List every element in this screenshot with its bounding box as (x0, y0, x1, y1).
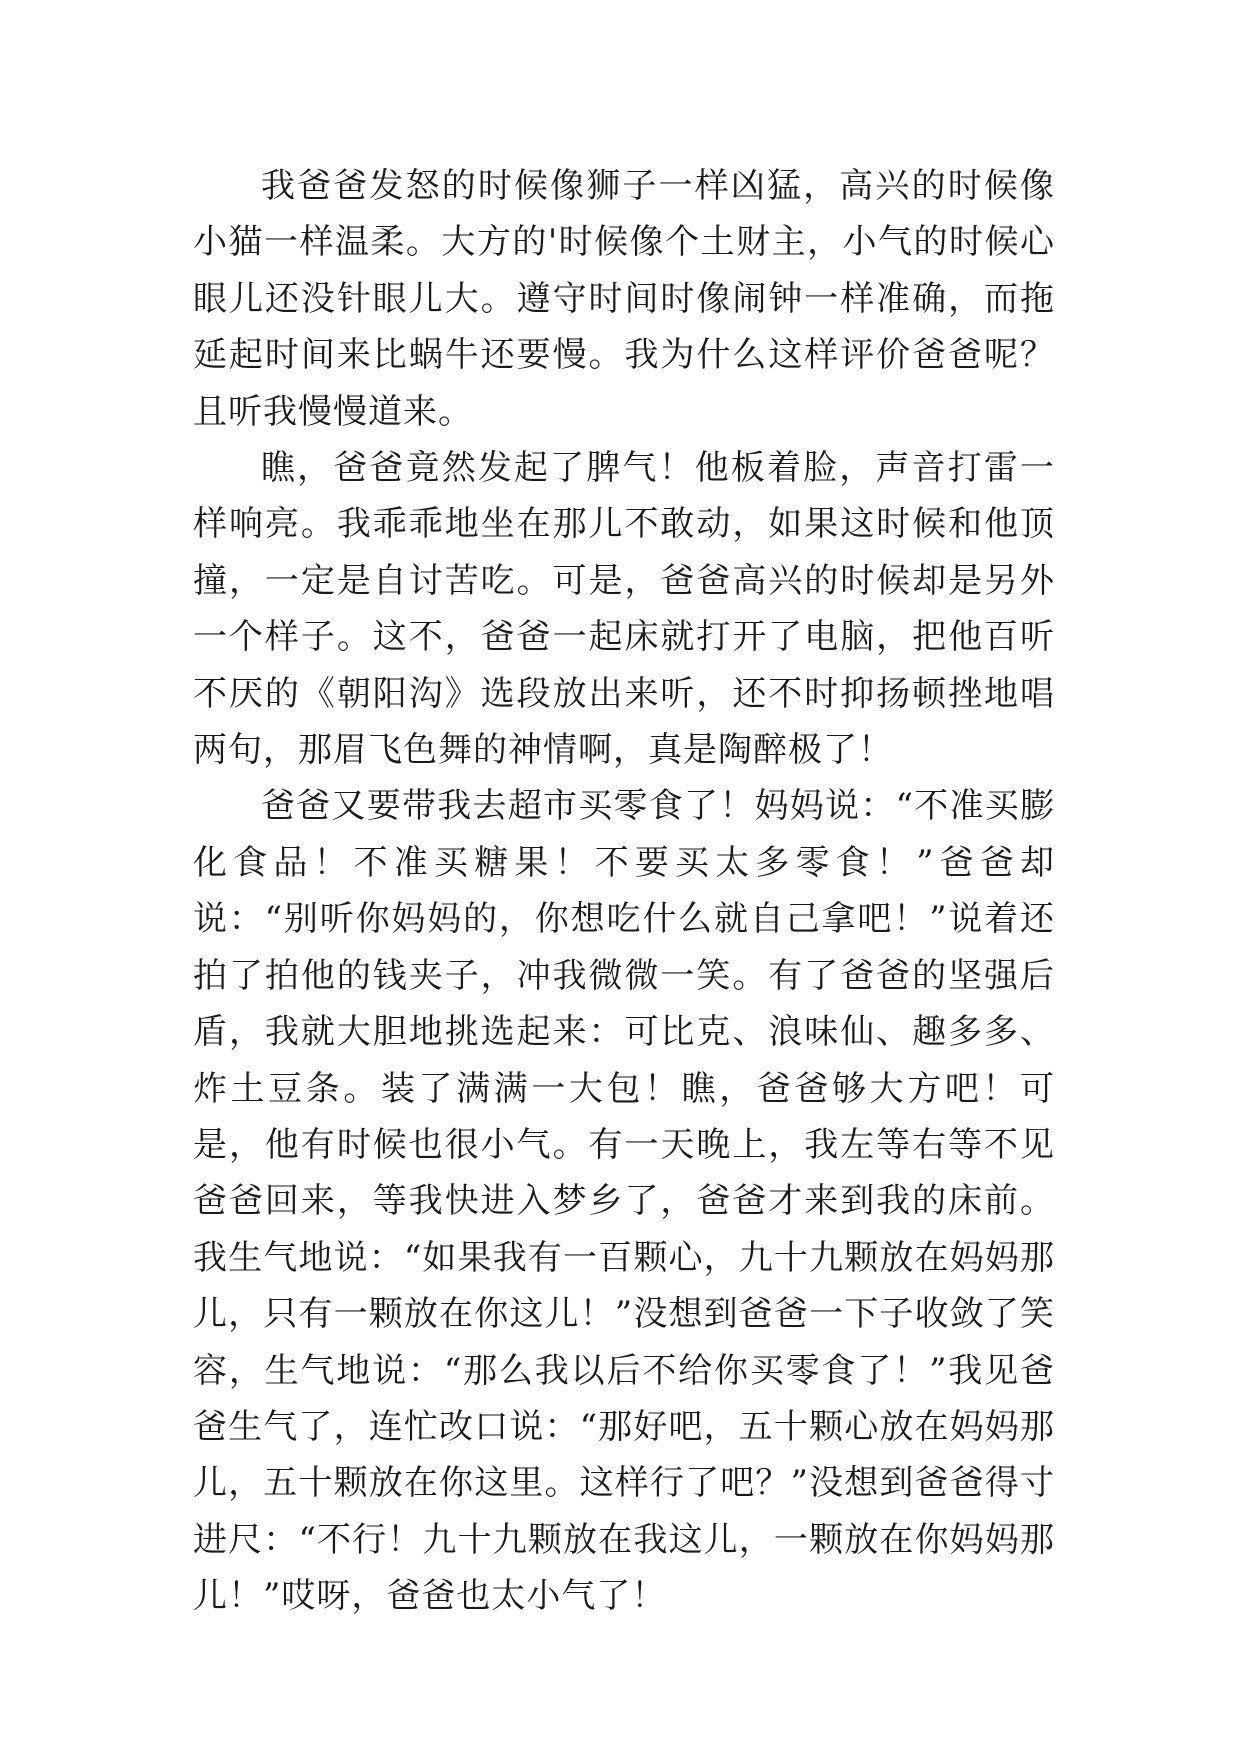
paragraph-1: 我爸爸发怒的时候像狮子一样凶猛，高兴的时候像小猫一样温柔。大方的'时候像个土财主，小气的时候心眼儿还没针眼儿大。遵守时间时像闹钟一样准确，而拖延起时间来比蜗牛还要慢。我为什么这样评价爸爸呢？且听我慢慢道来。 (193, 166, 1055, 432)
paragraph-3: 爸爸又要带我去超市买零食了！妈妈说：“不准买膨化食品！不准买糖果！不要买太多零食！”爸爸却说：“别听你妈妈的，你想吃什么就自己拿吧！”说着还拍了拍他的钱夹子，冲我微微一笑。有了爸爸的坚强后盾，我就大胆地挑选起来：可比克、浪味仙、趣多多、炸土豆条。装了满满一大包！瞧，爸爸够大方吧！可是，他有时候也很小气。有一天晚上，我左等右等不见爸爸回来，等我快进入梦乡了，爸爸才来到我的床前。我生气地说：“如果我有一百颗心，九十九颗放在妈妈那儿，只有一颗放在你这儿！”没想到爸爸一下子收敛了笑容，生气地说：“那么我以后不给你买零食了！”我见爸爸生气了，连忙改口说：“那好吧，五十颗心放在妈妈那儿，五十颗放在你这里。这样行了吧？”没想到爸爸得寸进尺：“不行！九十九颗放在我这儿，一颗放在你妈妈那儿！”哎呀，爸爸也太小气了！ (193, 786, 1055, 1617)
document-body (193, 158, 1055, 1625)
paragraph-2: 瞧，爸爸竟然发起了脾气！他板着脸，声音打雷一样响亮。我乖乖地坐在那儿不敢动，如果这时候和他顶撞，一定是自讨苦吃。可是，爸爸高兴的时候却是另外一个样子。这不，爸爸一起床就打开了电脑，把他百听不厌的《朝阳沟》选段放出来听，还不时抑扬顿挫地唱两句，那眉飞色舞的神情啊，真是陶醉极了！ (193, 448, 1055, 771)
